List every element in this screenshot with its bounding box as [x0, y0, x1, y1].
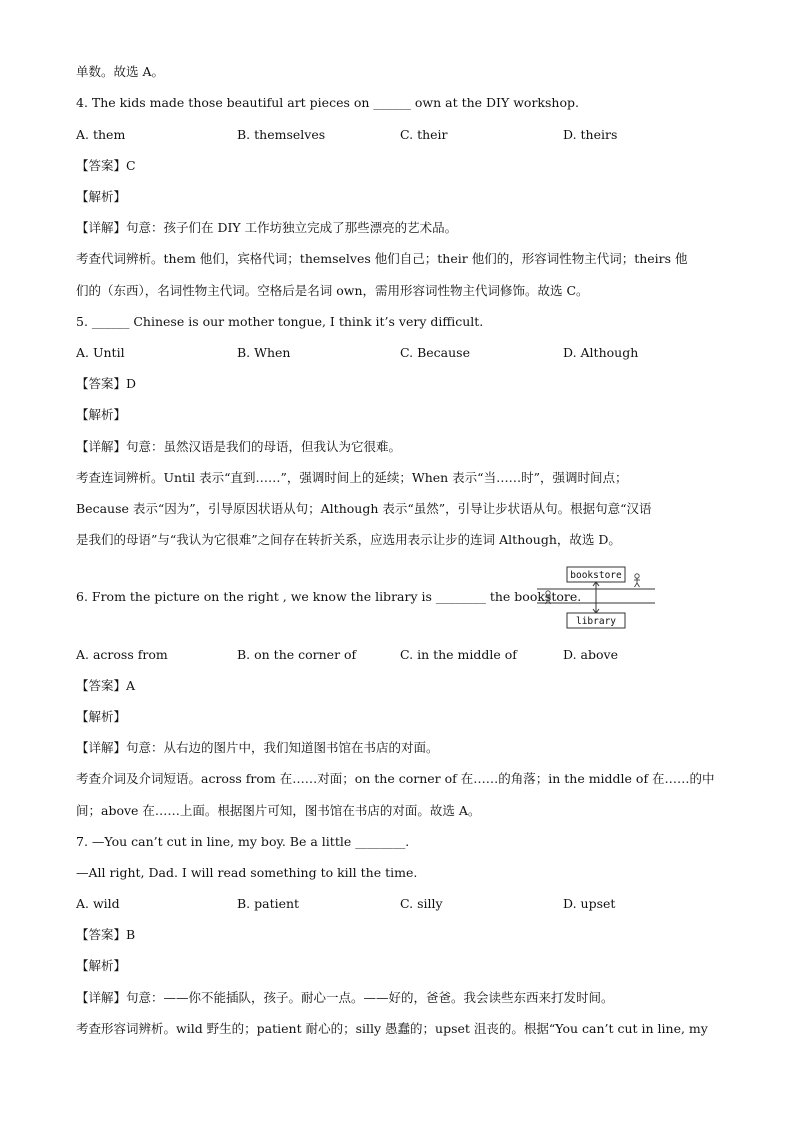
- option-d: D. theirs: [563, 127, 618, 142]
- analysis-label: 【解析】: [76, 407, 127, 422]
- person-icon: [545, 591, 551, 604]
- detail-line: 【详解】句意：从右边的图片中，我们知道图书馆在书店的对面。: [76, 740, 439, 755]
- option-b: B. on the corner of: [237, 647, 357, 662]
- option-a: A. across from: [76, 647, 168, 662]
- detail-line: 【详解】句意：孩子们在 DIY 工作坊独立完成了那些漂亮的艺术品。: [76, 220, 458, 235]
- option-b: B. patient: [237, 896, 300, 911]
- option-c: C. silly: [400, 896, 443, 911]
- question-7: 7. —You can’t cut in line, my boy. Be a little ________.: [76, 834, 410, 849]
- explanation-line: 考查形容词辨析。wild 野生的；patient 耐心的；silly 愚蠢的；upset 沮丧的。根据“You can’t cut in line, my: [76, 1021, 708, 1036]
- map-figure: [537, 563, 655, 633]
- option-c: C. Because: [400, 345, 470, 360]
- option-a: A. them: [76, 127, 126, 142]
- analysis-label: 【解析】: [76, 958, 127, 973]
- question-5: 5. ______ Chinese is our mother tongue, I think it’s very difficult.: [76, 314, 484, 329]
- analysis-label: 【解析】: [76, 709, 127, 724]
- question-7-reply: —All right, Dad. I will read something to kill the time.: [76, 865, 418, 880]
- option-c: C. in the middle of: [400, 647, 517, 662]
- option-c: C. their: [400, 127, 448, 142]
- question-6: 6. From the picture on the right , we know the library is ________ the bookstore.: [76, 589, 582, 604]
- detail-line: 【详解】句意：虽然汉语是我们的母语，但我认为它很难。: [76, 439, 402, 454]
- explanation-line: 是我们的母语”与“我认为它很难”之间存在转折关系，应选用表示让步的连词 Although，故选 D。: [76, 532, 621, 547]
- question-4: 4. The kids made those beautiful art pieces on ______ own at the DIY workshop.: [76, 95, 579, 110]
- text-line: 单数。故选 A。: [76, 64, 165, 79]
- answer-label: 【答案】C: [76, 158, 136, 173]
- explanation-line: 考查介词及介词短语。across from 在……对面；on the corner of 在……的角落；in the middle of 在……的中: [76, 771, 715, 786]
- explanation-line: 考查代词辨析。them 他们，宾格代词；themselves 他们自己；their 他们的，形容词性物主代词；theirs 他: [76, 251, 688, 266]
- person-icon: [634, 574, 640, 587]
- option-a: A. Until: [76, 345, 125, 360]
- explanation-line: 考查连词辨析。Until 表示“直到……”，强调时间上的延续；When 表示“当……时”，强调时间点；: [76, 470, 628, 485]
- option-a: A. wild: [76, 896, 120, 911]
- explanation-line: 们的（东西），名词性物主代词。空格后是名词 own，需用形容词性物主代词修饰。故选 C。: [76, 283, 589, 298]
- option-d: D. Although: [563, 345, 639, 360]
- answer-label: 【答案】D: [76, 376, 137, 391]
- explanation-line: Because 表示“因为”，引导原因状语从句；Although 表示“虽然”，引导让步状语从句。根据句意“汉语: [76, 501, 652, 516]
- option-d: D. upset: [563, 896, 616, 911]
- option-b: B. When: [237, 345, 291, 360]
- library-label: library: [575, 616, 617, 627]
- answer-label: 【答案】B: [76, 927, 136, 942]
- analysis-label: 【解析】: [76, 189, 127, 204]
- answer-label: 【答案】A: [76, 678, 136, 693]
- detail-line: 【详解】句意：——你不能插队，孩子。耐心一点。——好的，爸爸。我会读些东西来打发时间。: [76, 990, 614, 1005]
- option-d: D. above: [563, 647, 618, 662]
- option-b: B. themselves: [237, 127, 326, 142]
- explanation-line: 间；above 在……上面。根据图片可知，图书馆在书店的对面。故选 A。: [76, 803, 481, 818]
- bookstore-label: bookstore: [570, 570, 622, 581]
